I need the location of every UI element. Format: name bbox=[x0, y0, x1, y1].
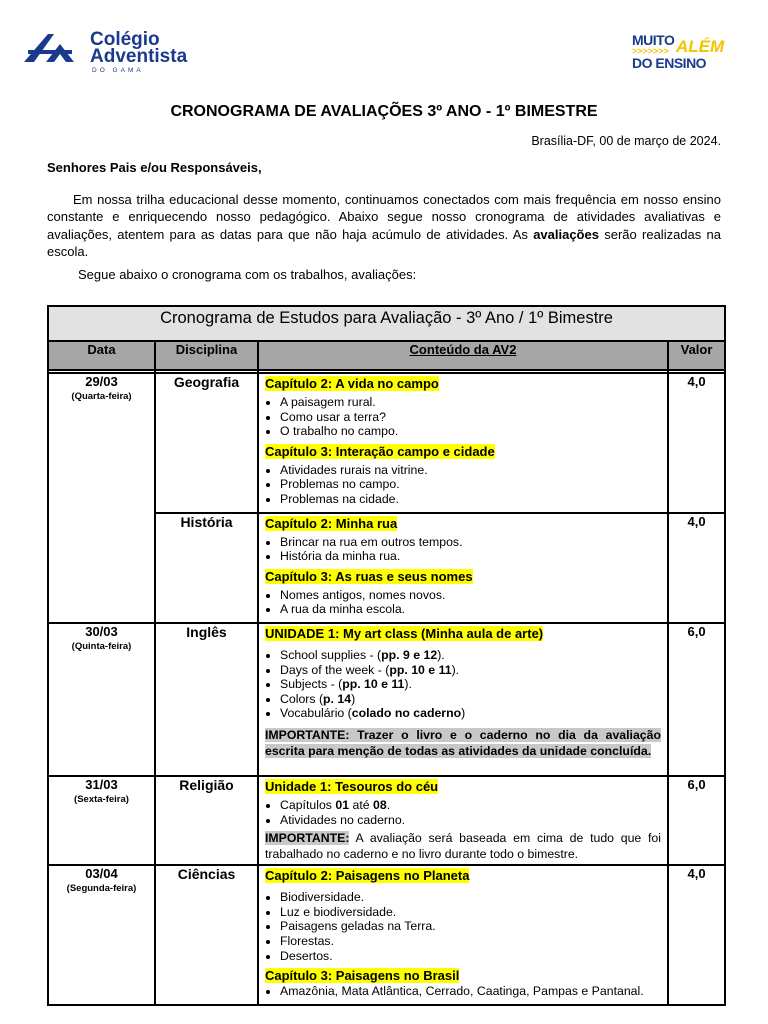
list-item: • Nomes antigos, nomes novos. bbox=[280, 588, 661, 603]
table-header-row bbox=[48, 341, 725, 370]
slogan-arrows: >>>>>>> bbox=[632, 46, 669, 56]
subject-cell: Ciências bbox=[155, 865, 258, 1005]
topic-list bbox=[265, 395, 661, 439]
intro-bold: avaliações bbox=[533, 226, 599, 242]
col-header-date: Data bbox=[48, 341, 155, 370]
topic-list bbox=[265, 798, 661, 827]
greeting: Senhores Pais e/ou Responsáveis, bbox=[47, 160, 262, 175]
table-row bbox=[48, 865, 725, 1005]
date-value: 03/04 bbox=[85, 866, 118, 882]
list-item: • Desertos. bbox=[280, 949, 661, 964]
list-item: • Florestas. bbox=[280, 934, 661, 949]
list-item: • Vocabulário (colado no caderno) bbox=[280, 706, 661, 721]
slogan-logo bbox=[632, 30, 757, 72]
page-title: CRONOGRAMA DE AVALIAÇÕES 3º ANO - 1º BIMESTRE bbox=[170, 103, 598, 120]
weekday: (Segunda-feira) bbox=[66, 883, 137, 895]
chapter-title: Capítulo 3: As ruas e seus nomes bbox=[265, 568, 473, 584]
date-value: 30/03 bbox=[85, 623, 118, 639]
value-cell: 4,0 bbox=[668, 513, 725, 623]
important-text: A avaliação será baseada em cima de tudo que foi trabalhado no caderno e no livro durante todo o bimestre. bbox=[265, 831, 661, 862]
col-header-subject: Disciplina bbox=[155, 341, 258, 370]
topic-list bbox=[265, 984, 661, 999]
date-cell bbox=[48, 623, 155, 776]
intro-text-1: Em nossa trilha educacional desse momento, continuamos conectados com mais frequência em nosso ensino constante e enriquecendo nosso pedagógico. Abaixo segue nosso cronograma de atividades avaliativas e avaliações, atentem para as datas para que não haja acúmulo de atividades. As bbox=[47, 192, 721, 242]
weekday: (Quarta-feira) bbox=[71, 391, 132, 402]
list-item: • História da minha rua. bbox=[280, 549, 661, 564]
table-row bbox=[48, 776, 725, 865]
subject-cell: Geografia bbox=[155, 373, 258, 513]
list-item: • Atividades rurais na vitrine. bbox=[280, 463, 661, 478]
subject-cell: Inglês bbox=[155, 623, 258, 776]
weekday: (Sexta-feira) bbox=[74, 793, 129, 805]
list-item: • O trabalho no campo. bbox=[280, 424, 661, 439]
value-cell: 6,0 bbox=[668, 776, 725, 865]
table-title: Cronograma de Estudos para Avaliação - 3º Ano / 1º Bimestre bbox=[48, 306, 725, 341]
important-note: IMPORTANTE: Trazer o livro e o caderno no dia da avaliação escrita para menção de todas as atividades da unidade concluída. bbox=[265, 727, 661, 758]
value-cell: 4,0 bbox=[668, 373, 725, 513]
date-cell bbox=[48, 373, 155, 623]
table-row bbox=[48, 373, 725, 513]
school-name-line1: Colégio bbox=[90, 29, 160, 50]
content-cell bbox=[258, 623, 668, 776]
list-item: • A paisagem rural. bbox=[280, 395, 661, 410]
important-label: IMPORTANTE: bbox=[265, 831, 350, 846]
date-cell bbox=[48, 865, 155, 1005]
list-item: • Amazônia, Mata Atlântica, Cerrado, Caatinga, Pampas e Pantanal. bbox=[280, 984, 661, 999]
value-cell: 6,0 bbox=[668, 623, 725, 776]
list-item: • Problemas na cidade. bbox=[280, 492, 661, 507]
list-item: • Capítulos 01 até 08. bbox=[280, 798, 661, 813]
content-cell bbox=[258, 513, 668, 623]
intro-paragraph bbox=[47, 191, 721, 260]
list-item: • Days of the week - (pp. 10 e 11). bbox=[280, 663, 661, 678]
value-cell: 4,0 bbox=[668, 865, 725, 1005]
intro-text-2: serão realizadas na escola. bbox=[47, 226, 721, 259]
list-item: • Biodiversidade. bbox=[280, 890, 661, 905]
list-item: • Paisagens geladas na Terra. bbox=[280, 919, 661, 934]
chapter-title: Capítulo 2: Minha rua bbox=[265, 515, 398, 531]
content-cell bbox=[258, 776, 668, 865]
subject-cell: Religião bbox=[155, 776, 258, 865]
list-item: • Brincar na rua em outros tempos. bbox=[280, 535, 661, 550]
schedule-table bbox=[47, 305, 726, 1006]
chapter-title: Capítulo 3: Interação campo e cidade bbox=[265, 443, 495, 459]
slogan-line1: MUITO bbox=[632, 32, 675, 48]
unit-title: Unidade 1: Tesouros do céu bbox=[265, 778, 439, 794]
list-item: • School supplies - (pp. 9 e 12). bbox=[280, 648, 661, 663]
slogan-line2: ALÉM bbox=[676, 37, 725, 56]
list-item: • A rua da minha escola. bbox=[280, 602, 661, 617]
topic-list bbox=[265, 648, 661, 721]
col-header-value: Valor bbox=[668, 341, 725, 370]
slogan-line3: DO ENSINO bbox=[632, 55, 707, 71]
content-cell bbox=[258, 373, 668, 513]
topic-list bbox=[265, 535, 661, 564]
chapter-title: Capítulo 2: A vida no campo bbox=[265, 376, 439, 391]
school-logo bbox=[24, 30, 244, 74]
topic-list bbox=[265, 890, 661, 963]
date-cell bbox=[48, 776, 155, 865]
intro-line2: Segue abaixo o cronograma com os trabalhos, avaliações: bbox=[78, 267, 417, 282]
list-item: • Colors (p. 14) bbox=[280, 692, 661, 707]
list-item: • Problemas no campo. bbox=[280, 477, 661, 492]
list-item: • Luz e biodiversidade. bbox=[280, 905, 661, 920]
list-item: • Como usar a terra? bbox=[280, 410, 661, 425]
date-line: Brasília-DF, 00 de março de 2024. bbox=[531, 134, 721, 148]
list-item: • Atividades no caderno. bbox=[280, 813, 661, 828]
date-value: 31/03 bbox=[85, 776, 118, 792]
topic-list bbox=[265, 463, 661, 507]
school-name-line3: DO GAMA bbox=[92, 67, 144, 74]
col-header-content: Conteúdo da AV2 bbox=[258, 341, 668, 370]
chapter-title: Capítulo 2: Paisagens no Planeta bbox=[265, 868, 470, 884]
table-row bbox=[48, 623, 725, 776]
subject-cell: História bbox=[155, 513, 258, 623]
school-name-line2: Adventista bbox=[90, 46, 188, 67]
topic-list bbox=[265, 588, 661, 617]
unit-title: UNIDADE 1: My art class (Minha aula de arte) bbox=[265, 625, 544, 641]
content-cell bbox=[258, 865, 668, 1005]
date-value: 29/03 bbox=[85, 374, 118, 389]
list-item: • Subjects - (pp. 10 e 11). bbox=[280, 677, 661, 692]
school-logo-icon bbox=[24, 32, 76, 64]
weekday: (Quinta-feira) bbox=[71, 640, 132, 652]
chapter-title: Capítulo 3: Paisagens no Brasil bbox=[265, 968, 460, 984]
